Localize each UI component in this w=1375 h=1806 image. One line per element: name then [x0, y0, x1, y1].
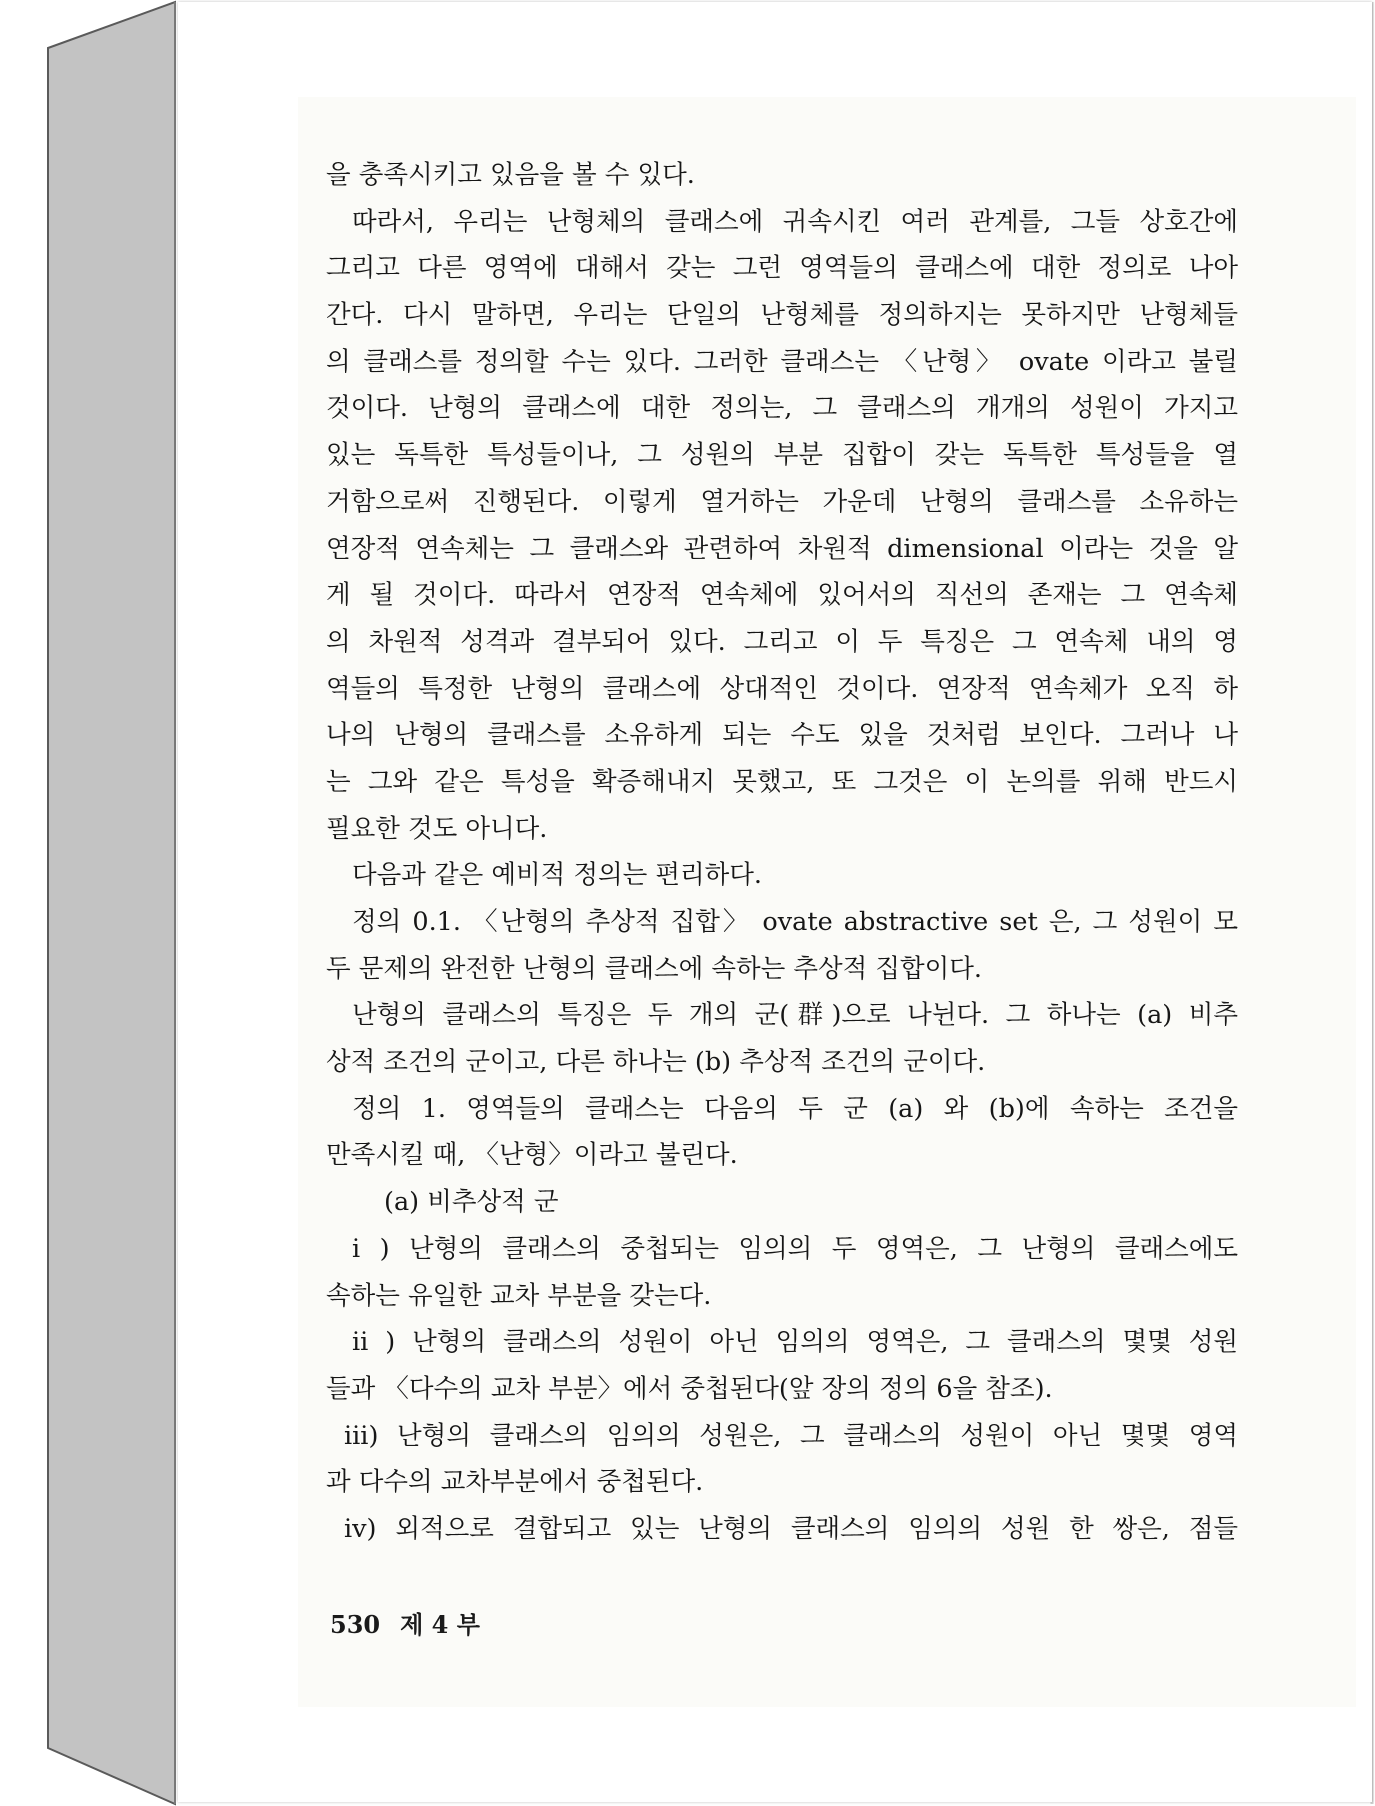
page-footer [330, 1605, 480, 1640]
part-label: 제 4 부 [400, 1610, 480, 1639]
text-line: 그리고 다른 영역에 대해서 갖는 그런 영역들의 클래스에 대한 정의로 나아 [326, 253, 1238, 284]
text-line: 속하는 유일한 교차 부분을 갖는다. [326, 1280, 712, 1311]
definition-line: 정의 1. 영역들의 클래스는 다음의 두 군 (a) 와 (b)에 속하는 조건을 [352, 1093, 1238, 1124]
text-line: 는 그와 같은 특성을 확증해내지 못했고, 또 그것은 이 논의를 위해 반드시 [326, 766, 1238, 797]
page-body-text [326, 152, 1238, 1553]
book-spine-side [48, 2, 175, 1804]
text-line: 만족시킬 때, 〈난형〉이라고 불린다. [326, 1140, 738, 1171]
text-line: 두 문제의 완전한 난형의 클래스에 속하는 추상적 집합이다. [326, 953, 983, 984]
text-line: 다음과 같은 예비적 정의는 편리하다. [352, 860, 763, 891]
list-item-line: iii) 난형의 클래스의 임의의 성원은, 그 클래스의 성원이 아닌 몇몇 영역 [344, 1420, 1238, 1451]
text-line: 난형의 클래스의 특징은 두 개의 군(群)으로 나뉜다. 그 하나는 (a) 비추 [352, 1000, 1238, 1031]
list-item-line: i ) 난형의 클래스의 중첩되는 임의의 두 영역은, 그 난형의 클래스에도 [352, 1233, 1238, 1264]
text-line: 연장적 연속체는 그 클래스와 관련하여 차원적 dimensional 이라는 것을 알 [326, 533, 1238, 564]
text-line: 나의 난형의 클래스를 소유하게 되는 수도 있을 것처럼 보인다. 그러나 나 [326, 720, 1238, 751]
text-line: 을 충족시키고 있음을 볼 수 있다. [326, 160, 695, 190]
text-line: 게 될 것이다. 따라서 연장적 연속체에 있어서의 직선의 존재는 그 연속체 [326, 580, 1238, 611]
text-line: 상적 조건의 군이고, 다른 하나는 (b) 추상적 조건의 군이다. [326, 1047, 986, 1078]
text-line: 거함으로써 진행된다. 이렇게 열거하는 가운데 난형의 클래스를 소유하는 [326, 486, 1238, 517]
text-line: 간다. 다시 말하면, 우리는 단일의 난형체를 정의하지는 못하지만 난형체들 [326, 300, 1238, 331]
list-item-line: ii ) 난형의 클래스의 성원이 아닌 임의의 영역은, 그 클래스의 몇몇 성원 [352, 1327, 1238, 1358]
subheading-line: (a) 비추상적 군 [384, 1187, 559, 1218]
definition-line: 정의 0.1. 〈난형의 추상적 집합〉 ovate abstractive set 은, 그 성원이 모 [352, 907, 1238, 937]
text-line: 의 클래스를 정의할 수는 있다. 그러한 클래스는 〈난형〉 ovate 이라고 불릴 [326, 346, 1238, 377]
text-line: 들과 〈다수의 교차 부분〉에서 중첩된다(앞 장의 정의 6을 참조). [326, 1373, 1053, 1404]
text-line: 것이다. 난형의 클래스에 대한 정의는, 그 클래스의 개개의 성원이 가지고 [326, 393, 1238, 424]
text-line: 필요한 것도 아니다. [326, 813, 548, 844]
book-page [178, 2, 1372, 1802]
text-line: 의 차원적 성격과 결부되어 있다. 그리고 이 두 특징은 그 연속체 내의 영 [326, 626, 1238, 657]
text-line: 따라서, 우리는 난형체의 클래스에 귀속시킨 여러 관계를, 그들 상호간에 [352, 206, 1238, 237]
text-line: 과 다수의 교차부분에서 중첩된다. [326, 1467, 704, 1498]
list-item-line: iv) 외적으로 결합되고 있는 난형의 클래스의 임의의 성원 한 쌍은, 점들 [344, 1513, 1238, 1544]
text-line: 역들의 특정한 난형의 클래스에 상대적인 것이다. 연장적 연속체가 오직 하 [326, 673, 1238, 704]
text-line: 있는 독특한 특성들이나, 그 성원의 부분 집합이 갖는 독특한 특성들을 열 [326, 440, 1238, 471]
page-number: 530 [330, 1610, 381, 1639]
